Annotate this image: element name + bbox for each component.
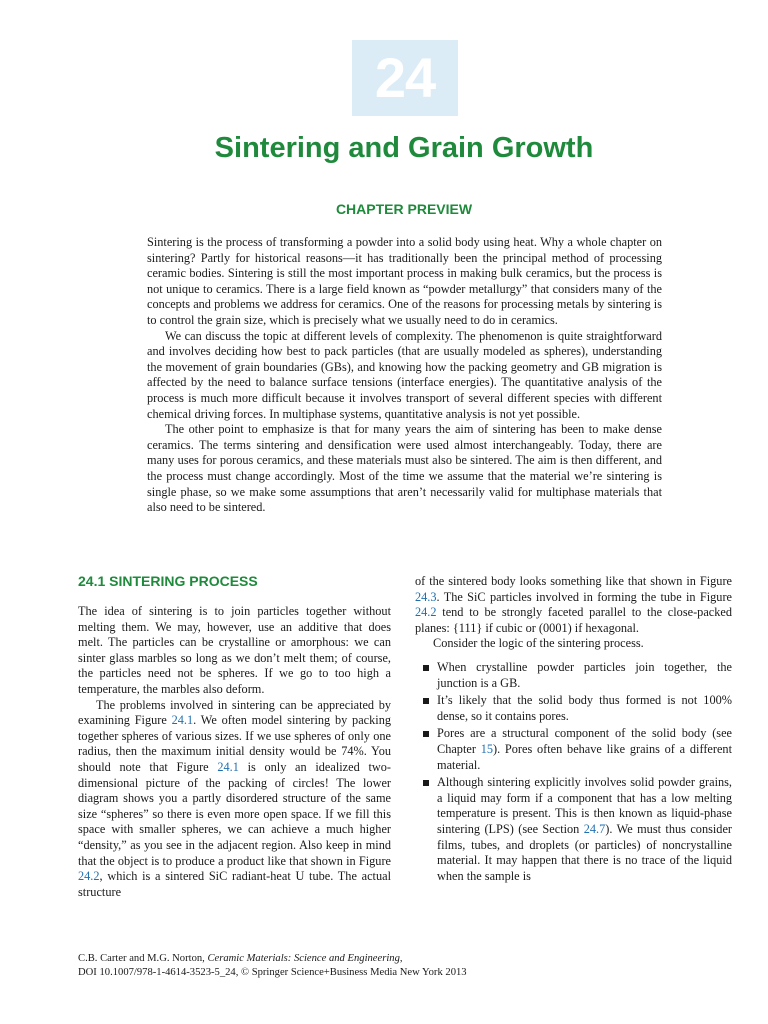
left-paragraph-1: The idea of sintering is to join particles together without melting them. We may, however, use an additive that does melt. The particles can be crystalline or amorphous: we can sinter glass marbles so long as we don’t melt them; of course, the particles need not be spheres. If we go to too high a temperature, the marbles also deform. [78, 604, 391, 696]
bullet-item-1: When crystalline powder particles join together, the junction is a GB. [415, 660, 732, 691]
right-paragraph-1: of the sintered body looks something like that shown in Figure 24.3. The SiC particles involved in forming the tube in Figure 24.2 tend to be strongly faceted parallel to the close-packed planes: {111} if cubic or (0001) if hexagonal. [415, 574, 732, 635]
left-paragraph-2: The problems involved in sintering can be appreciated by examining Figure 24.1. We often model sintering by packing together spheres of various sizes. If we use spheres of only one radius, then the maximum initial density would be 74%. You should note that Figure 24.1 is only an idealized two-dimensional picture of the packing of circles! The lower diagram shows you a partly disordered structure of the same size “spheres” so there is even more open space. If we fill this space with smaller spheres, we can achieve a much higher “density,” as you see in the adjacent region. Also keep in mind that the object is to produce a product like that shown in Figure 24.2, which is a sintered SiC radiant-heat U tube. The actual structure [78, 697, 391, 899]
chapter-title: Sintering and Grain Growth [214, 132, 594, 164]
right-paragraph-2: Consider the logic of the sintering process. [433, 636, 644, 651]
right-column [415, 574, 732, 886]
bullet-item-2: It’s likely that the solid body thus formed is not 100% dense, so it contains pores. [415, 693, 732, 724]
preview-paragraph-1: Sintering is the process of transforming a powder into a solid body using heat. Why a whole chapter on sintering? Partly for historical reasons—it has traditionally been the principal method of processing ceramic bodies. Sintering is still the most important process in making bulk ceramics, but the process is not unique to ceramics. There is a large field known as “powder metallurgy” that considers many of the concepts and problems we address for ceramics. One of the reasons for processing metals by sintering is to control the grain size, which is precisely what we usually need to do in ceramics. [147, 235, 662, 327]
left-column [78, 604, 391, 900]
bullet-square-icon [423, 698, 429, 704]
section-heading: 24.1 SINTERING PROCESS [78, 573, 258, 589]
figure-24-3-link[interactable]: 24.3 [415, 589, 437, 604]
logic-bullet-list [415, 660, 732, 884]
bullet-item-3: Pores are a structural component of the solid body (see Chapter 15). Pores often behave like grains of a different material. [415, 726, 732, 773]
bullet-square-icon [423, 731, 429, 737]
chapter-preview-text [147, 235, 662, 516]
chapter-number: 24 [374, 46, 436, 109]
footer-citation: C.B. Carter and M.G. Norton, Ceramic Materials: Science and Engineering, [78, 953, 403, 964]
bullet-item-4: Although sintering explicitly involves solid powder grains, a liquid may form if a component that has a low melting temperature is present. This is then known as liquid-phase sintering (LPS) (see Section 24.7). We must thus consider films, tubes, and droplets (or particles) of noncrystalline material. It may happen that there is no trace of the liquid when the sample is [415, 775, 732, 884]
preview-paragraph-3: The other point to emphasize is that for many years the aim of sintering has been to make dense ceramics. The terms sintering and densification were used almost interchangeably. Today, there are many uses for porous ceramics, and these materials must also be sintered. The aim is then different, and the process must change accordingly. Most of the time we assume that the material we’re sintering is single phase, so we make some assumptions that aren’t necessarily valid for multiphase materials that also need to be sintered. [147, 422, 662, 515]
figure-24-2-link[interactable]: 24.2 [78, 869, 100, 884]
bullet-square-icon [423, 665, 429, 671]
figure-24-1-link[interactable]: 24.1 [217, 759, 239, 774]
section-24-7-link[interactable]: 24.7 [583, 821, 606, 836]
preview-paragraph-2: We can discuss the topic at different levels of complexity. The phenomenon is quite straightforward and involves deciding how best to pack particles (that are usually modeled as spheres), understanding the movement of grain boundaries (GBs), and knowing how the packing geometry and GB migration is affected by the need to balance surface tensions (interface energies). The quantitative analysis of the process is much more difficult because it involves transport of several different species with different chemical driving forces. In multiphase systems, quantitative analysis is not yet possible. [147, 328, 662, 421]
bullet-square-icon [423, 780, 429, 786]
chapter-15-link[interactable]: 15 [480, 741, 493, 756]
chapter-preview-heading: CHAPTER PREVIEW [335, 201, 473, 217]
footer-doi: DOI 10.1007/978-1-4614-3523-5_24, © Springer Science+Business Media New York 2013 [78, 967, 467, 978]
figure-24-1-link[interactable]: 24.1 [171, 713, 194, 728]
figure-24-2-link[interactable]: 24.2 [415, 605, 437, 620]
page-footer [78, 952, 467, 980]
